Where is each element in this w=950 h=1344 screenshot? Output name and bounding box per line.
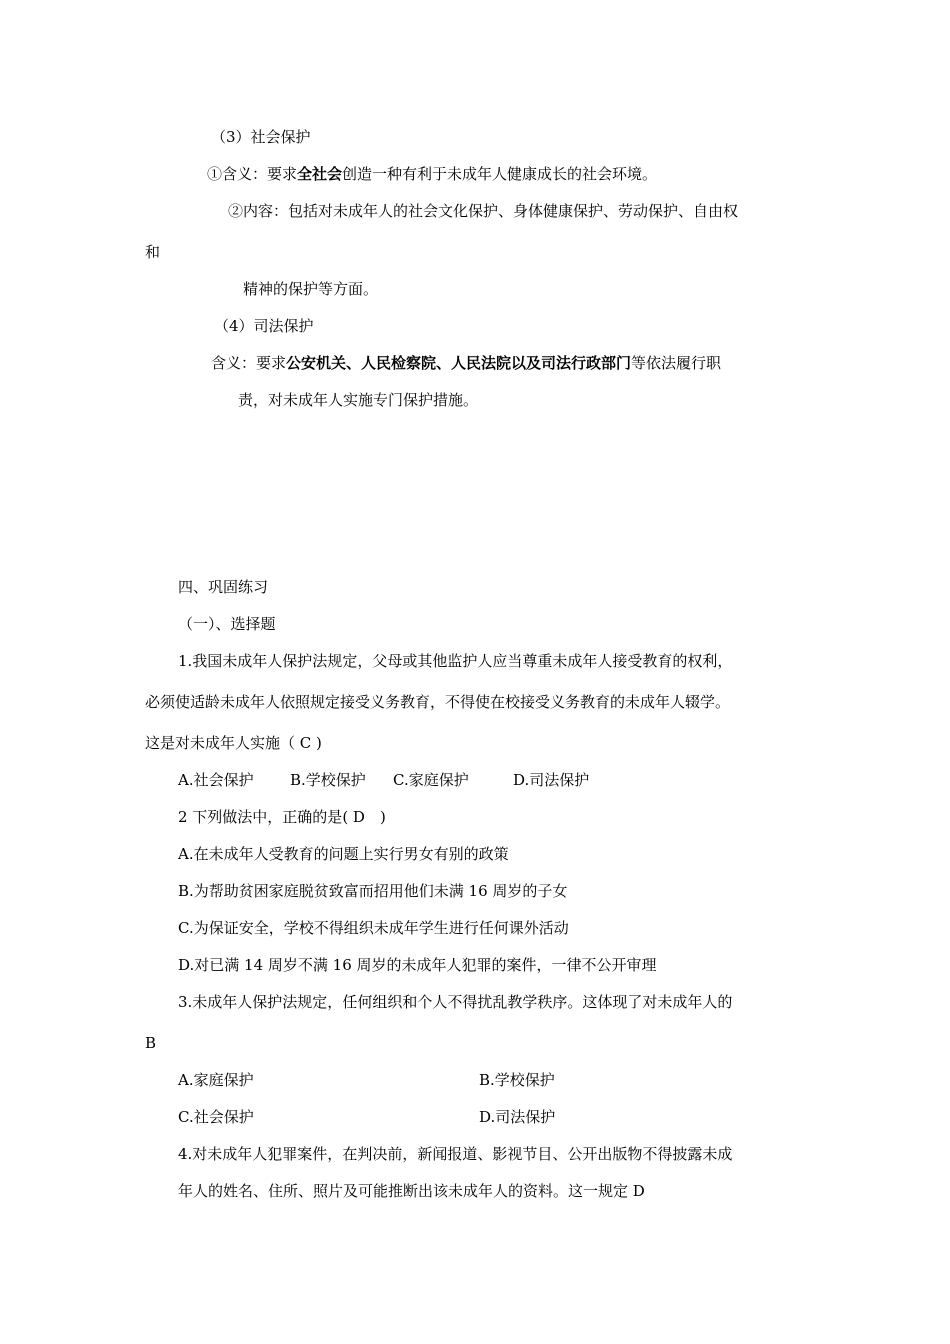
q1-line2: 必须使适龄未成年人依照规定接受义务教育，不得使在校接受义务教育的未成年人辍学。 [145, 693, 731, 711]
section3-meaning-prefix: ①含义：要求 [207, 165, 298, 183]
practice-subheading: （一）、选择题 [178, 615, 276, 633]
section3-heading: （3）社会保护 [211, 128, 311, 146]
q2-option-b: B.为帮助贫困家庭脱贫致富而招用他们未满 16 周岁的子女 [178, 882, 568, 900]
q1-option-a: A.社会保护 [178, 771, 254, 789]
q3-option-d: D.司法保护 [479, 1108, 556, 1126]
practice-heading: 四、巩固练习 [178, 578, 269, 596]
q1-option-d: D.司法保护 [513, 771, 590, 789]
q3-option-b: B.学校保护 [479, 1071, 555, 1089]
section3-content-line3: 精神的保护等方面。 [243, 280, 379, 298]
section3-content-line1: ②内容：包括对未成年人的社会文化保护、身体健康保护、劳动保护、自由权 [228, 202, 739, 220]
section4-heading: （4）司法保护 [214, 317, 314, 335]
q1-line1: 1.我国未成年人保护法规定，父母或其他监护人应当尊重未成年人接受教育的权利， [178, 652, 733, 670]
section4-meaning [211, 353, 721, 373]
section4-meaning-bold: 公安机关、人民检察院、人民法院以及司法行政部门 [286, 354, 632, 372]
section3-meaning [207, 164, 657, 184]
q3-option-a: A.家庭保护 [178, 1071, 254, 1089]
q3-line2: B [145, 1034, 157, 1052]
q1-line3: 这是对未成年人实施（ C ) [145, 734, 322, 752]
q2-option-c: C.为保证安全，学校不得组织未成年学生进行任何课外活动 [178, 919, 569, 937]
q2-option-a: A.在未成年人受教育的问题上实行男女有别的政策 [178, 845, 509, 863]
section4-meaning-suffix: 等依法履行职 [631, 354, 722, 372]
q3-line1: 3.未成年人保护法规定，任何组织和个人不得扰乱教学秩序。这体现了对未成年人的 [178, 993, 733, 1011]
section4-meaning-line2: 责，对未成年人实施专门保护措施。 [238, 391, 479, 409]
q4-line2: 年人的姓名、住所、照片及可能推断出该未成年人的资料。这一规定 D [178, 1182, 645, 1200]
q2-option-d: D.对已满 14 周岁不满 16 周岁的未成年人犯罪的案件，一律不公开审理 [178, 956, 657, 974]
q4-line1: 4.对未成年人犯罪案件，在判决前，新闻报道、影视节目、公开出版物不得披露未成 [178, 1145, 733, 1163]
section3-content-line2: 和 [145, 243, 161, 261]
q2-stem: 2 下列做法中，正确的是( D ) [178, 808, 386, 826]
q1-option-c: C.家庭保护 [393, 771, 469, 789]
section4-meaning-prefix: 含义：要求 [211, 354, 287, 372]
section3-meaning-bold: 全社会 [297, 165, 343, 183]
q1-option-b: B.学校保护 [290, 771, 366, 789]
q3-option-c: C.社会保护 [178, 1108, 254, 1126]
section3-meaning-suffix: 创造一种有利于未成年人健康成长的社会环境。 [342, 165, 658, 183]
